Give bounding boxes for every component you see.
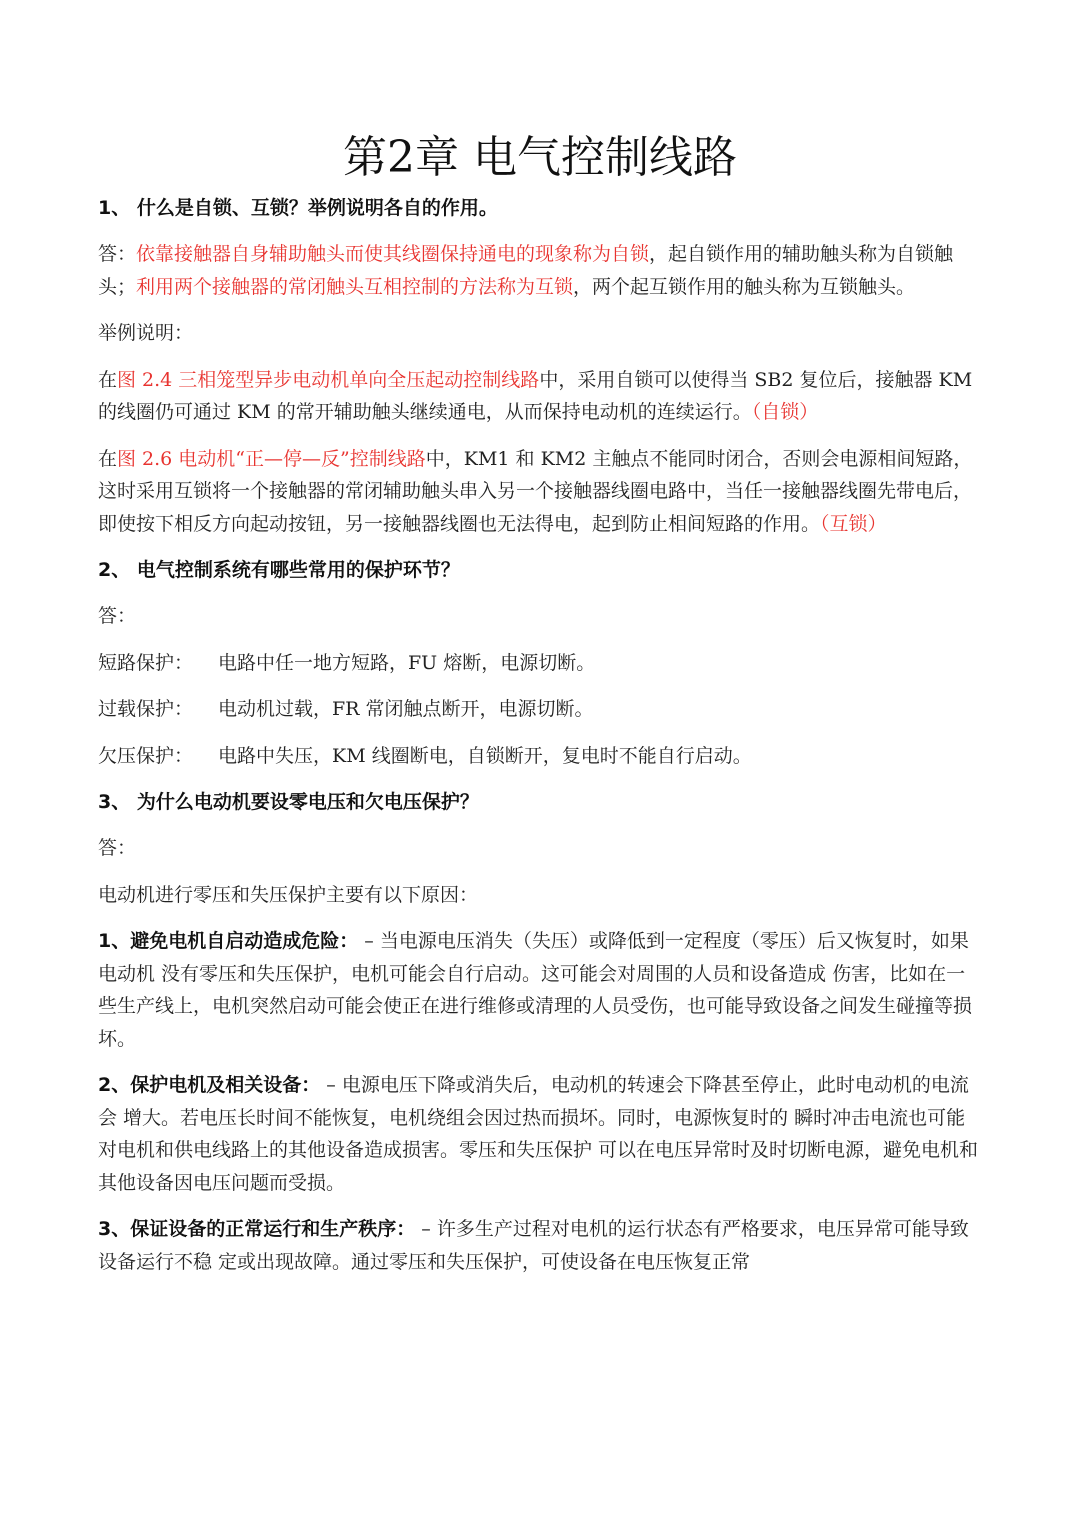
reason-text: – 许多生产过程对电机的运行状态有严格要求，电压异常可能导致设备运行不稳 定或出现故障。通过零压和失压保护，可使设备在电压恢复正常 (98, 1218, 969, 1273)
reason-item (98, 1213, 982, 1278)
example-pre: 在 (98, 447, 118, 470)
answer-suffix: ，两个起互锁作用的触头称为互锁触头。 (573, 275, 916, 298)
protection-label: 欠压保护： (98, 744, 194, 767)
document-page (98, 128, 982, 1292)
answer-prefix: 答： (98, 243, 137, 265)
protection-text: 电路中失压，KM 线圈断电，自锁断开，复电时不能自行启动。 (218, 744, 752, 767)
reason-heading: 1、避免电机自启动造成危险： (98, 930, 359, 952)
question-2: 2、 电气控制系统有哪些常用的保护环节？ (98, 559, 460, 581)
example-body: 中，KM1 和 KM2 主触点不能同时闭合，否则会电源相间短路，这时采用互锁将一个接触器的常闭辅助触头串入另一个接触器线圈电路中，当任一接触器线圈先带电后，即使按下相反方向起动按钮，另一接触器线圈也无法得电，起到防止相间短路的作用。 (98, 447, 973, 535)
q1-answer (98, 238, 982, 303)
example-interlock (98, 443, 982, 541)
self-lock-tag: （自锁） (751, 401, 819, 423)
figure-ref-2-6: 图 2.6 电动机“正—停—反”控制线路 (117, 447, 426, 470)
answer-mid: ，起自锁作用的辅助触头称为自锁触头； (98, 243, 954, 298)
q3-answer-label: 答： (98, 837, 137, 859)
example-label: 举例说明： (98, 322, 194, 344)
q2-answer-label: 答： (98, 605, 137, 627)
reason-text: – 电源电压下降或消失后，电动机的转速会下降甚至停止，此时电动机的电流会 增大。若电压长时间不能恢复，电机绕组会因过热而损坏。同时，电源恢复时的 瞬时冲击电流也可能对电机和供电线路上的其他设备造成损害。零压和失压保护 可以在电压异常时及时切断电源，避免电机和其他设备因电压问题而受损。 (98, 1074, 979, 1194)
reason-heading: 2、保护电机及相关设备： (98, 1074, 321, 1096)
protection-label: 短路保护： (98, 651, 194, 674)
example-self-lock (98, 364, 982, 429)
protection-text: 电动机过载，FR 常闭触点断开，电源切断。 (218, 698, 594, 720)
reason-item (98, 1069, 982, 1199)
reason-text: – 当电源电压消失（失压）或降低到一定程度（零压）后又恢复时，如果电动机 没有零压和失压保护，电机可能会自行启动。这可能会对周围的人员和设备造成 伤害，比如在一些生产线上，电机突然启动可能会使正在进行维修或清理的人员受伤，也可能导致设备之间发生碰撞等损坏。 (98, 930, 973, 1050)
protection-item (98, 693, 982, 726)
reason-item (98, 925, 982, 1055)
protection-label: 过载保护： (98, 698, 194, 720)
protection-item (98, 740, 982, 773)
chapter-title: 第2章 电气控制线路 (343, 132, 737, 183)
q3-intro: 电动机进行零压和失压保护主要有以下原因： (98, 883, 479, 906)
example-pre: 在 (98, 368, 118, 391)
interlock-definition: 利用两个接触器的常闭触头互相控制的方法称为互锁 (136, 275, 574, 298)
protection-text: 电路中任一地方短路，FU 熔断，电源切断。 (218, 651, 596, 674)
reason-heading: 3、保证设备的正常运行和生产秩序： (98, 1218, 416, 1240)
figure-ref-2-4: 图 2.4 三相笼型异步电动机单向全压起动控制线路 (117, 368, 540, 391)
question-3: 3、 为什么电动机要设零电压和欠电压保护？ (98, 791, 479, 813)
example-body: 中，采用自锁可以使得当 SB2 复位后，接触器 KM 的线圈仍可通过 KM 的常开辅助触头继续通电，从而保持电动机的连续运行。 (98, 368, 973, 423)
question-1: 1、 什么是自锁、互锁？举例说明各自的作用。 (98, 197, 498, 219)
interlock-tag: （互锁） (820, 512, 887, 535)
protection-item (98, 647, 982, 680)
self-lock-definition: 依靠接触器自身辅助触头而使其线圈保持通电的现象称为自锁 (136, 243, 650, 265)
